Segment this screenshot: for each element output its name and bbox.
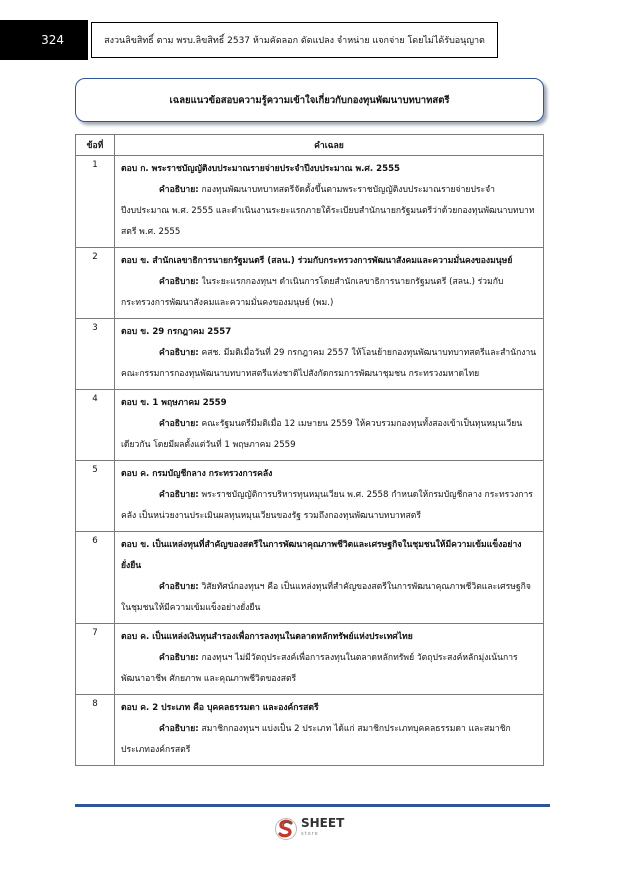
explanation: [121, 485, 537, 527]
question-number: 6: [76, 532, 115, 624]
question-number: 2: [76, 248, 115, 319]
answer-cell: [115, 390, 544, 461]
explanation-text: คณะรัฐมนตรีมีมติเมื่อ 12 เมษายน 2559 ให้ควบรวมกองทุนทั้งสองเข้าเป็นทุนหมุนเวียนเดียวกัน โดยมีผลตั้งแต่วันที่ 1 พฤษภาคม 2559: [121, 419, 523, 450]
table-row: [76, 695, 544, 766]
answer-text: ตอบ ค. 2 ประเภท คือ บุคคลธรรมดา และองค์กรสตรี: [121, 703, 319, 713]
explanation: [121, 272, 537, 314]
question-number: 7: [76, 624, 115, 695]
answer-cell: [115, 624, 544, 695]
logo-s-icon: [275, 817, 297, 841]
explanation-label: คำอธิบาย:: [159, 724, 199, 734]
question-number: 4: [76, 390, 115, 461]
explanation-label: คำอธิบาย:: [159, 185, 199, 195]
answer-text: ตอบ ข. สำนักเลขาธิการนายกรัฐมนตรี (สลน.) ร่วมกับกระทรวงการพัฒนาสังคมและความมั่นคงของมนุษย์: [121, 256, 513, 266]
table-row: [76, 319, 544, 390]
explanation: [121, 343, 537, 385]
answer-text: ตอบ ข. 1 พฤษภาคม 2559: [121, 398, 227, 408]
footer-divider: [75, 804, 550, 807]
explanation-label: คำอธิบาย:: [159, 348, 199, 358]
table-row: [76, 532, 544, 624]
table-header-row: [76, 135, 544, 156]
table-row: [76, 156, 544, 248]
explanation-label: คำอธิบาย:: [159, 582, 199, 592]
explanation: [121, 414, 537, 456]
table-row: [76, 461, 544, 532]
explanation: [121, 719, 537, 761]
explanation-text: กองทุนฯ ไม่มีวัตถุประสงค์เพื่อการลงทุนในตลาดหลักทรัพย์ วัตถุประสงค์หลักมุ่งเน้นการพัฒนาอาชีพ ศักยภาพ และคุณภาพชีวิตของสตรี: [121, 653, 518, 684]
explanation-text: กองทุนพัฒนาบทบาทสตรีจัดตั้งขึ้นตามพระราชบัญญัติงบประมาณรายจ่ายประจำปีงบประมาณ พ.ศ. 2555 และดำเนินงานระยะแรกภายใต้ระเบียบสำนักนายกรัฐมนตรีว่าด้วยกองทุนพัฒนาบทบาทสตรี พ.ศ. 2555: [121, 185, 535, 237]
answer-cell: [115, 695, 544, 766]
question-number: 5: [76, 461, 115, 532]
answer-text: ตอบ ค. เป็นแหล่งเงินทุนสำรองเพื่อการลงทุนในตลาดหลักทรัพย์แห่งประเทศไทย: [121, 632, 413, 642]
question-number: 1: [76, 156, 115, 248]
answer-text: ตอบ ค. กรมบัญชีกลาง กระทรวงการคลัง: [121, 469, 273, 479]
column-header-answer: คำเฉลย: [115, 135, 544, 156]
explanation-label: คำอธิบาย:: [159, 490, 199, 500]
answer-table: [75, 134, 544, 766]
logo-text: SHEET: [301, 816, 345, 830]
page-number: 324: [0, 20, 88, 60]
answer-text: ตอบ ก. พระราชบัญญัติงบประมาณรายจ่ายประจำปีงบประมาณ พ.ศ. 2555: [121, 164, 401, 174]
answer-cell: [115, 319, 544, 390]
table-row: [76, 624, 544, 695]
answer-cell: [115, 461, 544, 532]
column-header-number: ข้อที่: [76, 135, 115, 156]
page-title: เฉลยแนวข้อสอบความรู้ความเข้าใจเกี่ยวกับกองทุนพัฒนาบทบาทสตรี: [75, 78, 544, 122]
explanation-label: คำอธิบาย:: [159, 277, 199, 287]
explanation-text: สมาชิกกองทุนฯ แบ่งเป็น 2 ประเภท ได้แก่ สมาชิกประเภทบุคคลธรรมดา และสมาชิกประเภทองค์กรสตรี: [121, 724, 511, 755]
question-number: 8: [76, 695, 115, 766]
explanation: [121, 577, 537, 619]
sheet-store-logo: [275, 816, 344, 842]
explanation-label: คำอธิบาย:: [159, 419, 199, 429]
explanation: [121, 648, 537, 690]
explanation: [121, 180, 537, 243]
copyright-header: สงวนลิขสิทธิ์ ตาม พรบ.ลิขสิทธิ์ 2537 ห้ามคัดลอก ดัดแปลง จำหน่าย แจกจ่าย โดยไม่ได้รับอนุญาต: [91, 22, 498, 58]
explanation-text: ในระยะแรกกองทุนฯ ดำเนินการโดยสำนักเลขาธิการนายกรัฐมนตรี (สลน.) ร่วมกับกระทรวงการพัฒนาสังคมและความมั่นคงของมนุษย์ (พม.): [121, 277, 504, 308]
question-number: 3: [76, 319, 115, 390]
answer-cell: [115, 248, 544, 319]
answer-cell: [115, 156, 544, 248]
explanation-text: พระราชบัญญัติการบริหารทุนหมุนเวียน พ.ศ. 2558 กำหนดให้กรมบัญชีกลาง กระทรวงการคลัง เป็นหน่วยงานประเมินผลทุนหมุนเวียนของรัฐ รวมถึงกองทุนพัฒนาบทบาทสตรี: [121, 490, 533, 521]
explanation-label: คำอธิบาย:: [159, 653, 199, 663]
table-row: [76, 390, 544, 461]
answer-text: ตอบ ข. เป็นแหล่งทุนที่สำคัญของสตรีในการพัฒนาคุณภาพชีวิตและเศรษฐกิจในชุมชนให้มีความเข้มแข็งอย่างยั่งยืน: [121, 540, 522, 571]
table-row: [76, 248, 544, 319]
explanation-text: วิสัยทัศน์กองทุนฯ คือ เป็นแหล่งทุนที่สำคัญของสตรีในการพัฒนาคุณภาพชีวิตและเศรษฐกิจในชุมชนให้มีความเข้มแข็งอย่างยั่งยืน: [121, 582, 531, 613]
answer-cell: [115, 532, 544, 624]
explanation-text: คสช. มีมติเมื่อวันที่ 29 กรกฎาคม 2557 ให้โอนย้ายกองทุนพัฒนาบทบาทสตรีและสำนักงานคณะกรรมการกองทุนพัฒนาบทบาทสตรีแห่งชาติไปสังกัดกรมการพัฒนาชุมชน กระทรวงมหาดไทย: [121, 348, 537, 379]
logo-subtext: store: [301, 831, 319, 837]
answer-text: ตอบ ข. 29 กรกฎาคม 2557: [121, 327, 232, 337]
